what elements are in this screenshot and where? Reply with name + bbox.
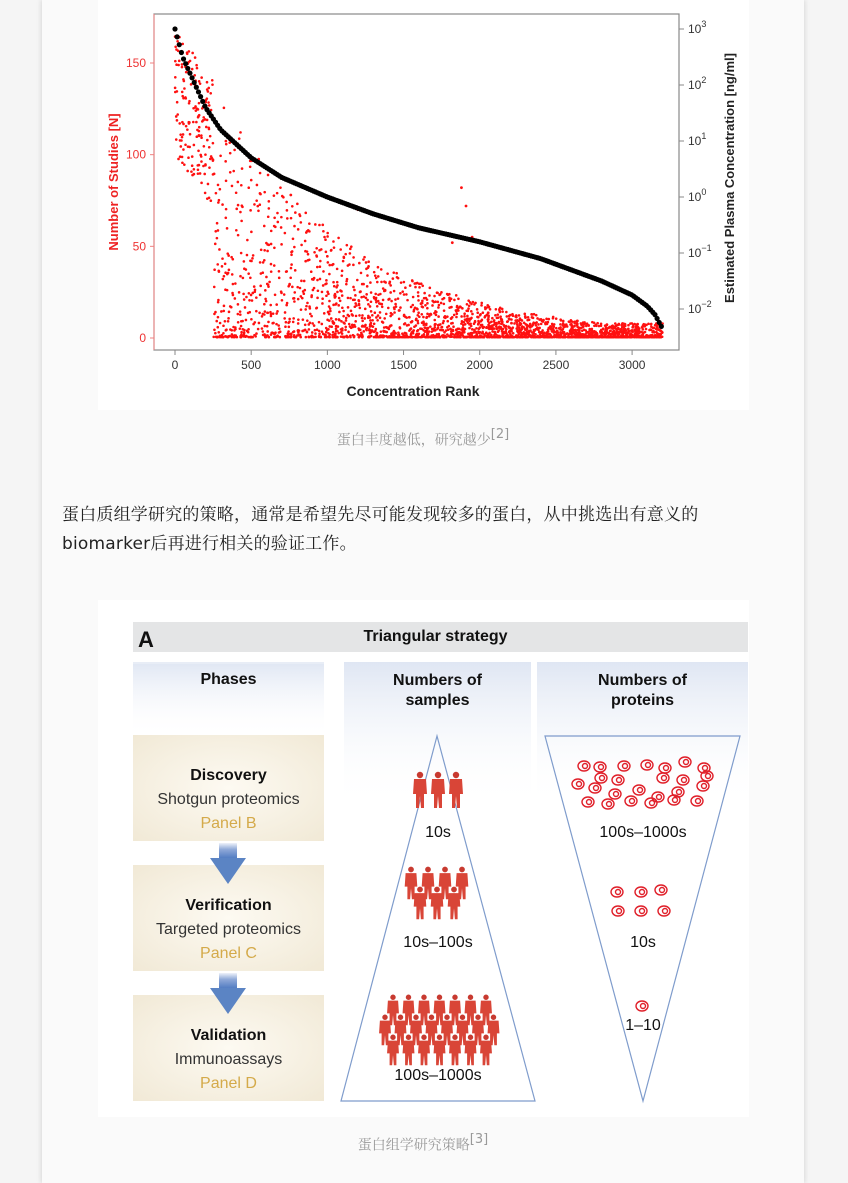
figure1-caption: [42, 428, 804, 450]
samples-verification-count: 10s–100s: [403, 934, 473, 951]
protein-icon: [655, 885, 667, 895]
y-axis-left-label: Number of Studies [N]: [106, 113, 121, 251]
diagram-title: Triangular strategy: [363, 628, 508, 645]
samples-header: Numbers of samples: [393, 672, 482, 709]
protein-icon: [658, 906, 670, 916]
paragraph-line-1: 蛋白质组学研究的策略，通常是希望先尽可能发现较多的蛋白，从中挑选出有意义的: [62, 505, 699, 525]
abundance-scatter-chart: [98, 0, 749, 410]
panel-d-label: Panel D: [200, 1075, 257, 1092]
svg-text:100: 100: [125, 147, 146, 162]
svg-text:50: 50: [132, 239, 146, 254]
phases-header: Phases: [200, 671, 257, 688]
svg-text:1000: 1000: [314, 358, 341, 372]
panel-letter: A: [138, 627, 154, 652]
x-axis-label: Concentration Rank: [346, 383, 480, 399]
svg-text:101: $10^1$: [688, 131, 707, 148]
samples-validation-count: 100s–1000s: [394, 1067, 482, 1084]
abundance-chart-figure: [98, 0, 749, 410]
figure2-caption: [42, 1133, 804, 1155]
plot-frame: [154, 14, 679, 350]
svg-text:3000: 3000: [618, 358, 646, 372]
svg-text:1500: 1500: [390, 358, 417, 372]
paragraph-line-2: biomarker后再进行相关的验证工作。: [62, 534, 357, 554]
samples-discovery-count: 10s: [425, 824, 451, 841]
svg-text:0: 0: [171, 358, 179, 372]
svg-text:2500: 2500: [542, 358, 570, 372]
proteins-header: Numbers of proteins: [598, 672, 687, 709]
svg-text:0: 0: [139, 331, 146, 345]
svg-text:102: $10^2$: [688, 75, 707, 92]
protein-icon: [635, 906, 647, 916]
svg-text:103: $10^3$: [688, 19, 707, 36]
proteins-validation-count: 1–10: [625, 1017, 661, 1034]
svg-text:100: $10^0$: [688, 187, 707, 204]
figure1-reference-link[interactable]: [2]: [490, 427, 510, 442]
svg-text:150: 150: [125, 56, 146, 70]
proteins-discovery-count: 100s–1000s: [599, 824, 687, 841]
svg-text:10−1: $10^{-1}$: [688, 243, 712, 260]
article-page: [42, 0, 804, 1183]
panel-c-label: Panel C: [200, 945, 257, 962]
triangular-strategy-figure: [98, 600, 749, 1117]
protein-icon: [611, 887, 623, 897]
figure2-caption-text: 蛋白组学研究策略: [357, 1137, 470, 1154]
proteins-verification-count: 10s: [630, 934, 656, 951]
protein-icon: [635, 887, 647, 897]
svg-text:500: 500: [241, 358, 262, 372]
figure1-caption-text: 蛋白丰度越低，研究越少: [336, 432, 491, 449]
y-axis-right-label: Estimated Plasma Concentration [ng/ml]: [722, 53, 737, 303]
phase-validation: Validation Immunoassays Panel D: [133, 1024, 324, 1096]
protein-icon: [612, 906, 624, 916]
phase-verification: Verification Targeted proteomics Panel C: [133, 894, 324, 966]
phase-discovery: Discovery Shotgun proteomics Panel B: [133, 764, 324, 836]
protein-icon: [636, 1001, 648, 1011]
svg-text:2000: 2000: [466, 358, 494, 372]
panel-b-label: Panel B: [200, 815, 257, 832]
body-paragraph: [62, 501, 792, 559]
svg-text:10−2: $10^{-2}$: [688, 299, 712, 316]
figure2-reference-link[interactable]: [3]: [469, 1132, 489, 1147]
